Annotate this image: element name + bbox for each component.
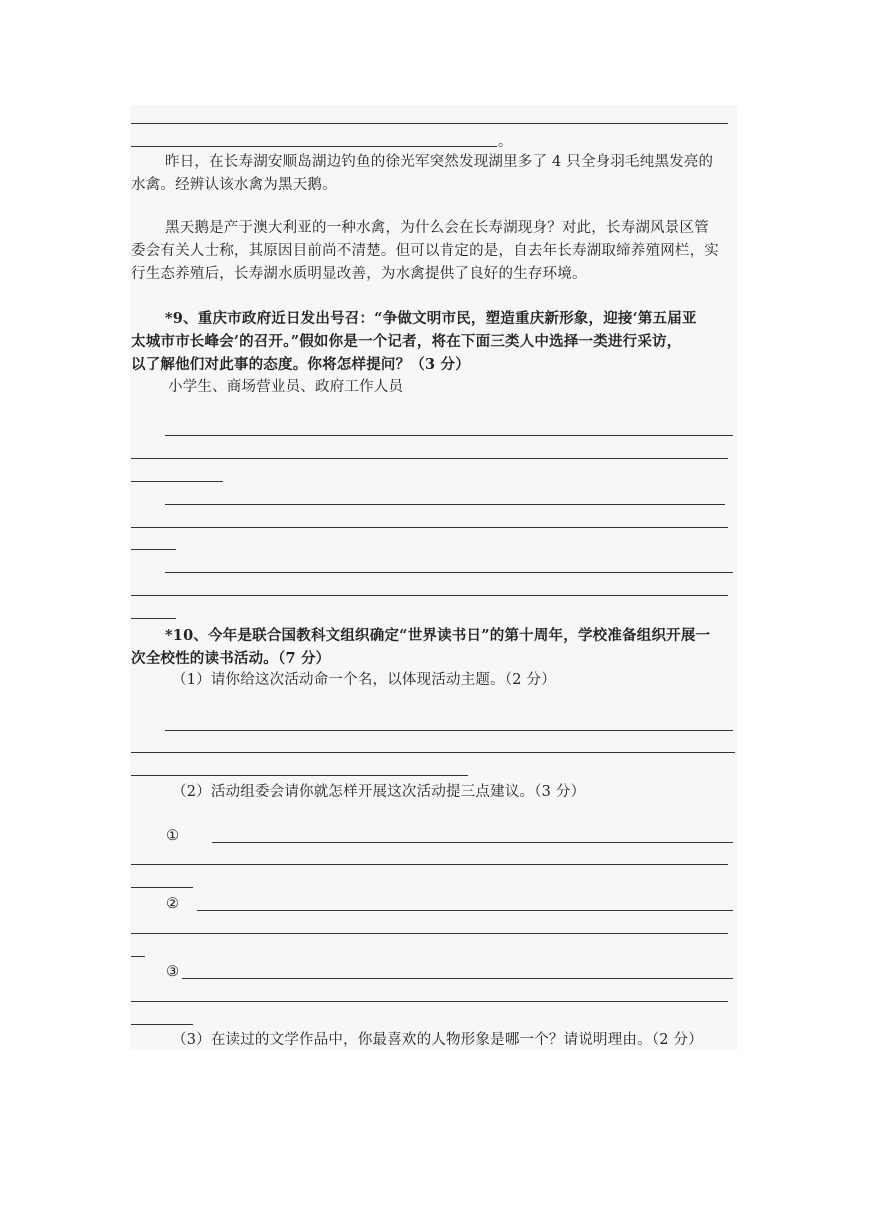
- q10-prompt-line2: 次全校性的读书活动。（7 分）: [131, 650, 331, 667]
- q9-answer-line[interactable]: [131, 595, 728, 596]
- q10-prompt-line1: *10、今年是联合国教科文组织确定“世界读书日”的第十周年，学校准备组织开展一: [165, 627, 711, 644]
- q9-prompt-line3: 以了解他们对此事的态度。你将怎样提问？（3 分）: [131, 356, 470, 373]
- suggestion-2-answer-line[interactable]: [197, 910, 733, 911]
- q9-answer-line[interactable]: [131, 549, 176, 550]
- q10-part1-answer-line[interactable]: [131, 752, 735, 753]
- q10-part3-prompt: （3）在读过的文学作品中，你最喜欢的人物形象是哪一个？请说明理由。（2 分）: [172, 1032, 703, 1048]
- suggestion-3-answer-line[interactable]: [131, 1024, 193, 1025]
- period-mark: 。: [498, 134, 512, 150]
- q10-part1-prompt: （1）请你给这次活动命一个名，以体现活动主题。（2 分）: [172, 672, 556, 688]
- q10-part1-answer-line[interactable]: [165, 730, 733, 731]
- suggestion-2-answer-line[interactable]: [131, 956, 145, 957]
- suggestion-3-answer-line[interactable]: [182, 978, 733, 979]
- q9-options: 小学生、商场营业员、政府工作人员: [168, 379, 404, 395]
- passage-para1-line2: 水禽。经辨认该水禽为黑天鹅。: [131, 177, 337, 193]
- suggestion-marker-3: ③: [166, 964, 180, 980]
- answer-line[interactable]: [131, 146, 497, 147]
- q9-answer-line[interactable]: [131, 458, 728, 459]
- q9-prompt-line1: *9、重庆市政府近日发出号召：“争做文明市民，塑造重庆新形象，迎接‘第五届亚: [165, 310, 697, 327]
- suggestion-1-answer-line[interactable]: [131, 864, 728, 865]
- q10-part1-answer-line[interactable]: [131, 775, 468, 776]
- q10-part2-prompt: （2）活动组委会请你就怎样开展这次活动提三点建议。（3 分）: [172, 784, 586, 800]
- passage-para2-line1: 黑天鹅是产于澳大利亚的一种水禽，为什么会在长寿湖现身？对此，长寿湖风景区管: [165, 220, 709, 236]
- suggestion-marker-2: ②: [166, 896, 180, 912]
- q9-answer-line[interactable]: [165, 572, 733, 573]
- q9-answer-line[interactable]: [131, 618, 176, 619]
- q9-answer-line[interactable]: [165, 504, 725, 505]
- suggestion-1-answer-line[interactable]: [212, 842, 733, 843]
- suggestion-1-answer-line[interactable]: [131, 887, 193, 888]
- passage-para1-line1: 昨日，在长寿湖安顺岛湖边钓鱼的徐光军突然发现湖里多了 4 只全身羽毛纯黑发亮的: [165, 154, 714, 170]
- q9-answer-line[interactable]: [131, 481, 223, 482]
- passage-para2-line2: 委会有关人士称，其原因目前尚不清楚。但可以肯定的是，自去年长寿湖取缔养殖网栏，实: [131, 243, 719, 259]
- suggestion-3-answer-line[interactable]: [131, 1001, 728, 1002]
- suggestion-marker-1: ①: [166, 828, 180, 844]
- q9-answer-line[interactable]: [165, 435, 733, 436]
- passage-para2-line3: 行生态养殖后，长寿湖水质明显改善，为水禽提供了良好的生存环境。: [131, 266, 587, 282]
- suggestion-2-answer-line[interactable]: [131, 933, 728, 934]
- answer-line[interactable]: [131, 123, 728, 124]
- q9-answer-line[interactable]: [131, 527, 728, 528]
- q9-prompt-line2: 太城市市长峰会’的召开。”假如你是一个记者，将在下面三类人中选择一类进行采访，: [131, 333, 682, 350]
